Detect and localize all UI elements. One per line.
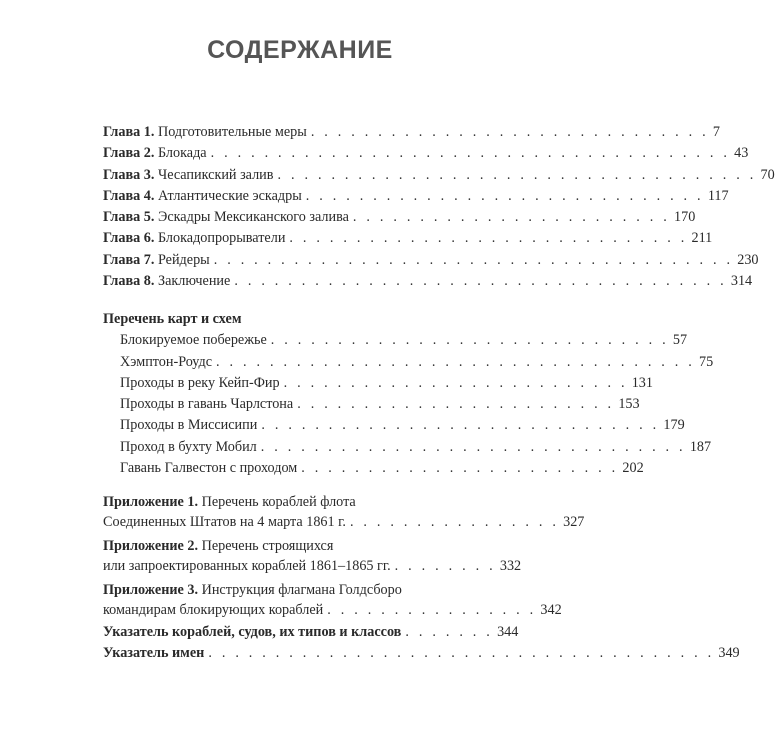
chapters-list xyxy=(103,122,775,292)
chapter-label: Глава 4. xyxy=(103,187,155,204)
page-number: 75 xyxy=(699,353,714,370)
page-number: 332 xyxy=(499,558,522,574)
appendix-title-cont: командирам блокирующих кораблей xyxy=(103,602,324,618)
chapter-title: Атлантические эскадры xyxy=(157,187,302,204)
appendix-2-line2 xyxy=(103,556,522,576)
page-number: 344 xyxy=(497,624,519,640)
page-number: 117 xyxy=(707,187,729,204)
chapter-title: Блокада xyxy=(157,145,207,162)
leader-dots: . . . . . . . . . . . . . . . . . . . . . . . . . . . . . . . . . . . . . . . xyxy=(210,145,731,162)
chapter-entry-1 xyxy=(103,122,720,143)
index-entry-1 xyxy=(103,622,519,643)
chapter-label: Глава 7. xyxy=(103,251,155,268)
leader-dots: . . . . . . . . . . . . . . . . . . . . . . . . . . . . . . xyxy=(270,332,669,349)
map-title: Проходы в Миссисипи xyxy=(120,417,258,434)
appendix-3-line2 xyxy=(103,600,562,620)
chapter-entry-6 xyxy=(103,228,713,249)
leader-dots: . . . . . . . . . . . . . . . . xyxy=(349,514,560,530)
chapter-label: Глава 1. xyxy=(103,124,155,140)
map-entry-3 xyxy=(103,373,653,394)
leader-dots: . . . . . . . . . . . . . . . . . . . . . . . . . . . . . . xyxy=(289,230,688,247)
appendix-label: Приложение 3. xyxy=(103,582,199,598)
page-title: СОДЕРЖАНИЕ xyxy=(207,36,393,64)
leader-dots: . . . . . . . . . . . . . . . . . . . . . . . . . . . . . . . . . . . . . . . xyxy=(213,251,734,268)
map-title: Проходы в гавань Чарлстона xyxy=(120,396,294,413)
chapter-label: Глава 5. xyxy=(103,209,155,226)
chapter-title: Рейдеры xyxy=(157,251,210,268)
page-number: 327 xyxy=(563,514,585,530)
chapter-label: Глава 2. xyxy=(103,145,155,162)
appendix-title: Перечень строящихся xyxy=(201,538,334,554)
leader-dots: . . . . . . . xyxy=(405,624,494,640)
page-number: 211 xyxy=(691,230,713,247)
index-title: Указатель имен xyxy=(103,645,205,662)
chapter-entry-5 xyxy=(103,207,696,228)
appendix-title-cont: Соединенных Штатов на 4 марта 1861 г. xyxy=(103,514,346,530)
chapter-entry-8 xyxy=(103,271,753,292)
map-entry-2 xyxy=(103,352,714,373)
chapter-label: Глава 6. xyxy=(103,230,155,247)
chapter-title: Эскадры Мексиканского залива xyxy=(157,209,349,226)
page-number: 131 xyxy=(631,374,653,391)
map-entry-4 xyxy=(103,394,640,415)
chapter-title: Подготовительные меры xyxy=(157,124,307,140)
appendix-title: Инструкция флагмана Голдсборо xyxy=(201,582,402,598)
leader-dots: . . . . . . . . . . . . . . . . . . . . . . . . . . . . . . . . . . . . . xyxy=(234,273,727,290)
leader-dots: . . . . . . . . . . . . . . . . . . . . . . . . . . . . . . . . . . . . . . xyxy=(208,645,715,662)
map-entry-7 xyxy=(103,458,644,479)
appendix-1-line1 xyxy=(103,492,483,512)
leader-dots: . . . . . . . . . . . . . . . . . . . . . . . . . . . . . . xyxy=(305,187,704,204)
map-title: Хэмптон-Роудс xyxy=(120,353,213,370)
index-title: Указатель кораблей, судов, их типов и классов xyxy=(103,624,402,640)
page-number: 57 xyxy=(672,332,688,349)
appendix-1-line2 xyxy=(103,512,585,532)
leader-dots: . . . . . . . . . . . . . . . . . . . . . . . . . . xyxy=(283,374,628,391)
index-entry-2 xyxy=(103,643,740,664)
chapter-entry-2 xyxy=(103,143,749,164)
leader-dots: . . . . . . . . . . . . . . . . . . . . . . . . . . . . . . . . . . . . xyxy=(277,166,757,183)
leader-dots: . . . . . . . . xyxy=(394,558,496,574)
page-number: 187 xyxy=(689,438,712,455)
leader-dots: . . . . . . . . . . . . . . . . . . . . . . . . . . . . . . . . . . . . xyxy=(216,353,696,370)
appendix-2-line1 xyxy=(103,536,483,556)
leader-dots: . . . . . . . . . . . . . . . . . . . . . . . . xyxy=(301,460,619,477)
map-title: Гавань Галвестон с проходом xyxy=(120,460,298,477)
page-number: 314 xyxy=(730,273,753,290)
page-number: 170 xyxy=(674,209,696,226)
appendix-title-cont: или запроектированных кораблей 1861–1865 гг. xyxy=(103,558,391,574)
leader-dots: . . . . . . . . . . . . . . . . . . . . . . . . . . . . . . xyxy=(261,417,660,434)
appendix-title: Перечень кораблей флота xyxy=(201,494,356,510)
chapter-title: Блокадопрорыватели xyxy=(157,230,286,247)
appendix-3 xyxy=(103,580,562,620)
map-entry-6 xyxy=(103,437,712,458)
chapter-label: Глава 8. xyxy=(103,273,155,290)
appendix-label: Приложение 2. xyxy=(103,538,199,554)
map-title: Блокируемое побережье xyxy=(120,332,267,349)
appendix-3-line1 xyxy=(103,580,483,600)
map-title: Проход в бухту Мобил xyxy=(120,438,257,455)
page-number: 179 xyxy=(663,417,685,434)
map-entry-5 xyxy=(103,415,685,436)
leader-dots: . . . . . . . . . . . . . . . . . . . . . . . . . . . . . . . . xyxy=(260,438,686,455)
maps-heading: Перечень карт и схем xyxy=(103,311,242,327)
appendix-label: Приложение 1. xyxy=(103,494,199,510)
chapter-entry-7 xyxy=(103,250,759,271)
page-number: 70 xyxy=(760,166,775,183)
chapter-entry-3 xyxy=(103,165,775,186)
map-entry-1 xyxy=(103,330,688,351)
page-number: 153 xyxy=(618,396,640,413)
chapter-entry-4 xyxy=(103,186,729,207)
page-number: 43 xyxy=(734,145,749,162)
page-number: 230 xyxy=(737,251,759,268)
chapter-title: Заключение xyxy=(157,273,231,290)
leader-dots: . . . . . . . . . . . . . . . . . . . . . . . . xyxy=(352,209,671,226)
leader-dots: . . . . . . . . . . . . . . . . . . . . . . . . xyxy=(297,396,615,413)
indexes-section xyxy=(103,622,740,665)
leader-dots: . . . . . . . . . . . . . . . . xyxy=(327,602,537,618)
page-number: 7 xyxy=(712,124,720,140)
page-number: 349 xyxy=(718,645,740,662)
leader-dots: . . . . . . . . . . . . . . . . . . . . . . . . . . . . . . xyxy=(310,124,709,140)
chapter-title: Чесапикский залив xyxy=(157,166,274,183)
map-title: Проходы в реку Кейп-Фир xyxy=(120,374,280,391)
chapter-label: Глава 3. xyxy=(103,166,155,183)
appendices-section xyxy=(103,492,585,532)
maps-section xyxy=(103,309,714,479)
appendix-2 xyxy=(103,536,522,576)
page-number: 202 xyxy=(622,460,644,477)
page-number: 342 xyxy=(540,602,562,618)
